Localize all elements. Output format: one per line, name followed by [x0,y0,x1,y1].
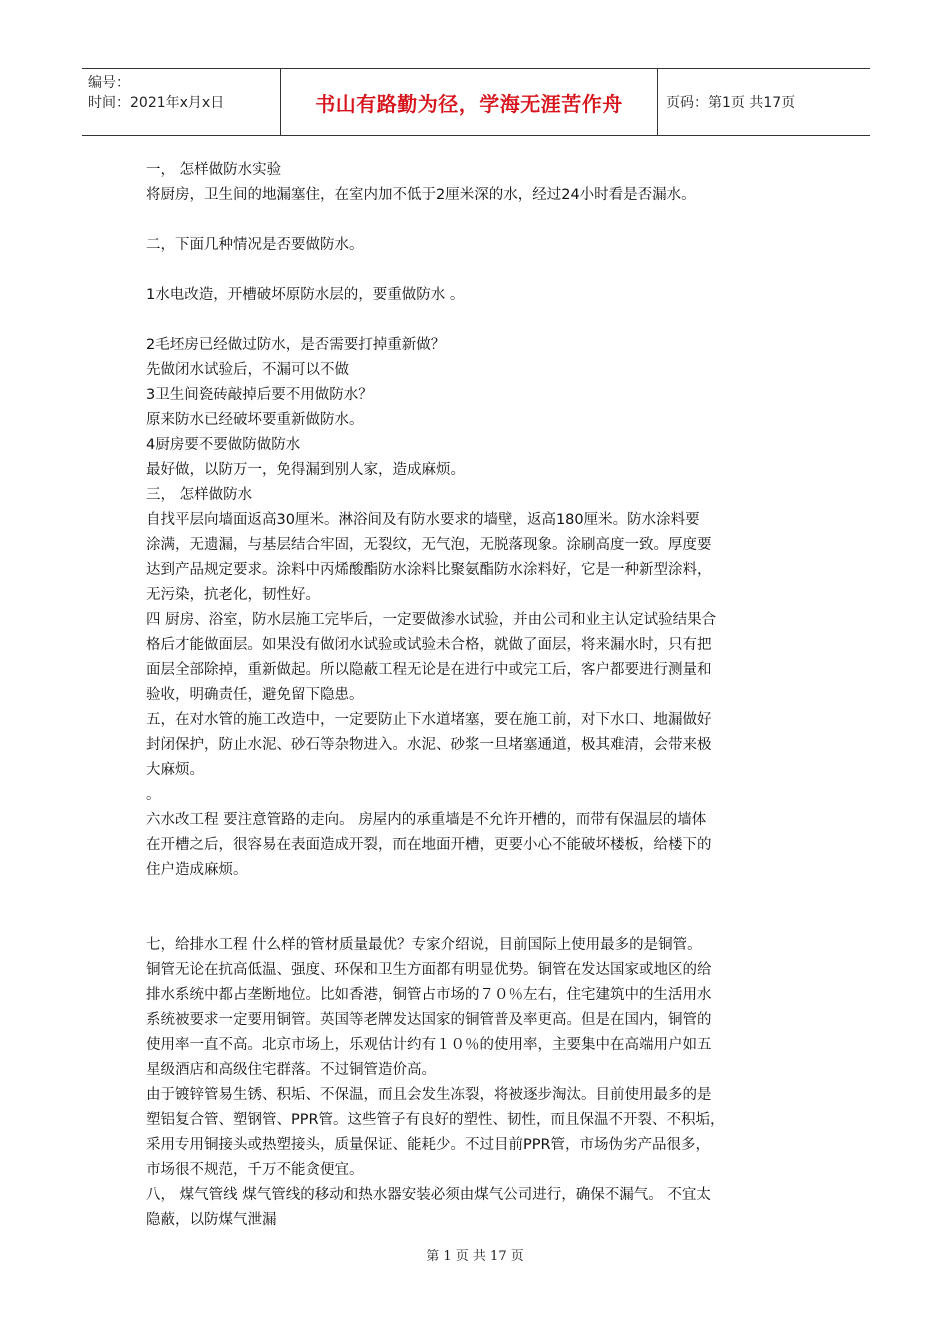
paragraph-line: 格后才能做面层。如果没有做闭水试验或试验未合格，就做了面层，将来漏水时，只有把 [146,637,712,653]
document-date-label: 时间：2021年x月x日 [88,95,225,111]
footer-page-number: 第 1 页 共 17 页 [426,1249,524,1264]
paragraph-line: 七，给排水工程 什么样的管材质量最优？专家介绍说，目前国际上使用最多的是铜管。 [146,937,702,953]
document-body [146,158,810,1233]
paragraph-line: 铜管无论在抗高低温、强度、环保和卫生方面都有明显优势。铜管在发达国家或地区的给 [146,962,712,978]
paragraph-line: 面层全部除掉，重新做起。所以隐蔽工程无论是在进行中或完工后，客户都要进行测量和 [146,662,712,678]
motto-text: 书山有路勤为径，学海无涯苦作舟 [315,91,623,116]
paragraph-line: 涂满，无遗漏，与基层结合牢固，无裂纹，无气泡，无脱落现象。涂刷高度一致。厚度要 [146,537,712,553]
paragraph-line: 在开槽之后，很容易在表面造成开裂，而在地面开槽，更要小心不能破坏楼板，给楼下的 [146,837,712,853]
section-heading: 三， 怎样做防水 [146,487,253,503]
section-heading: 二，下面几种情况是否要做防水。 [146,237,364,253]
header-meta-cell [82,69,281,135]
paragraph-line: 八， 煤气管线 煤气管线的移动和热水器安装必须由煤气公司进行，确保不漏气。 不宜太 [146,1187,711,1203]
paragraph-line: 排水系统中都占垄断地位。比如香港，铜管占市场的７０％左右，住宅建筑中的生活用水 [146,987,712,1003]
paragraph-line: 住户造成麻烦。 [146,862,248,878]
paragraph-line: 采用专用铜接头或热塑接头，质量保证、能耗少。不过目前PPR管，市场伪劣产品很多， [146,1137,711,1153]
paragraph-line: 自找平层向墙面返高30厘米。淋浴间及有防水要求的墙壁，返高180厘米。防水涂料要 [146,512,700,528]
paragraph-line: 2毛坯房已经做过防水，是否需要打掉重新做？ [146,337,446,353]
blank-line [146,308,810,333]
header-page-cell [658,69,870,135]
section-heading: 一， 怎样做防水实验 [146,162,282,178]
blank-line [146,883,810,933]
paragraph-line: 五，在对水管的施工改造中，一定要防止下水道堵塞，要在施工前，对下水口、地漏做好 [146,712,712,728]
paragraph-line: 六水改工程 要注意管路的走向。 房屋内的承重墙是不允许开槽的，而带有保温层的墙体 [146,812,707,828]
paragraph-line: 四 厨房、浴室，防水层施工完毕后，一定要做渗水试验，并由公司和业主认定试验结果合 [146,612,717,628]
paragraph-line: 原来防水已经破坏要重新做防水。 [146,412,364,428]
paragraph-line: 4厨房要不要做防做防水 [146,437,301,453]
paragraph-line: 先做闭水试验后，不漏可以不做 [146,362,349,378]
paragraph-line: 3卫生间瓷砖敲掉后要不用做防水？ [146,387,373,403]
header-page-info: 页码：第1页 共17页 [666,95,796,111]
paragraph-line: 最好做，以防万一，免得漏到别人家，造成麻烦。 [146,462,465,478]
header-table [82,68,870,136]
paragraph-line: 无污染，抗老化，韧性好。 [146,587,320,603]
blank-line [146,258,810,283]
paragraph-line: 使用率一直不高。北京市场上，乐观估计约有１０％的使用率，主要集中在高端用户如五 [146,1037,712,1053]
header-motto-cell [281,69,658,135]
paragraph-line: 达到产品规定要求。涂料中丙烯酸酯防水涂料比聚氨酯防水涂料好，它是一种新型涂料， [146,562,712,578]
paragraph-line: 市场很不规范，千万不能贪便宜。 [146,1162,364,1178]
paragraph-line: 将厨房，卫生间的地漏塞住，在室内加不低于2厘米深的水，经过24小时看是否漏水。 [146,187,696,203]
paragraph-line: 1水电改造，开槽破坏原防水层的，要重做防水 。 [146,287,465,303]
paragraph-line: 由于镀锌管易生锈、积垢、不保温，而且会发生冻裂，将被逐步淘汰。目前使用最多的是 [146,1087,712,1103]
page-footer [0,1245,950,1264]
paragraph-line: 系统被要求一定要用铜管。英国等老牌发达国家的铜管普及率更高。但是在国内，铜管的 [146,1012,712,1028]
document-number-label: 编号： [88,75,130,91]
paragraph-line: 封闭保护，防止水泥、砂石等杂物进入。水泥、砂浆一旦堵塞通道，极其难清，会带来极 [146,737,712,753]
paragraph-line: 验收，明确责任，避免留下隐患。 [146,687,364,703]
paragraph-line: 塑铝复合管、塑钢管、PPR管。这些管子有良好的塑性、韧性，而且保温不开裂、不积垢， [146,1112,725,1128]
paragraph-line: 大麻烦。 [146,762,204,778]
paragraph-line: 星级酒店和高级住宅群落。不过铜管造价高。 [146,1062,436,1078]
paragraph-line: 。 [146,787,161,803]
blank-line [146,208,810,233]
paragraph-line: 隐蔽，以防煤气泄漏 [146,1212,277,1228]
